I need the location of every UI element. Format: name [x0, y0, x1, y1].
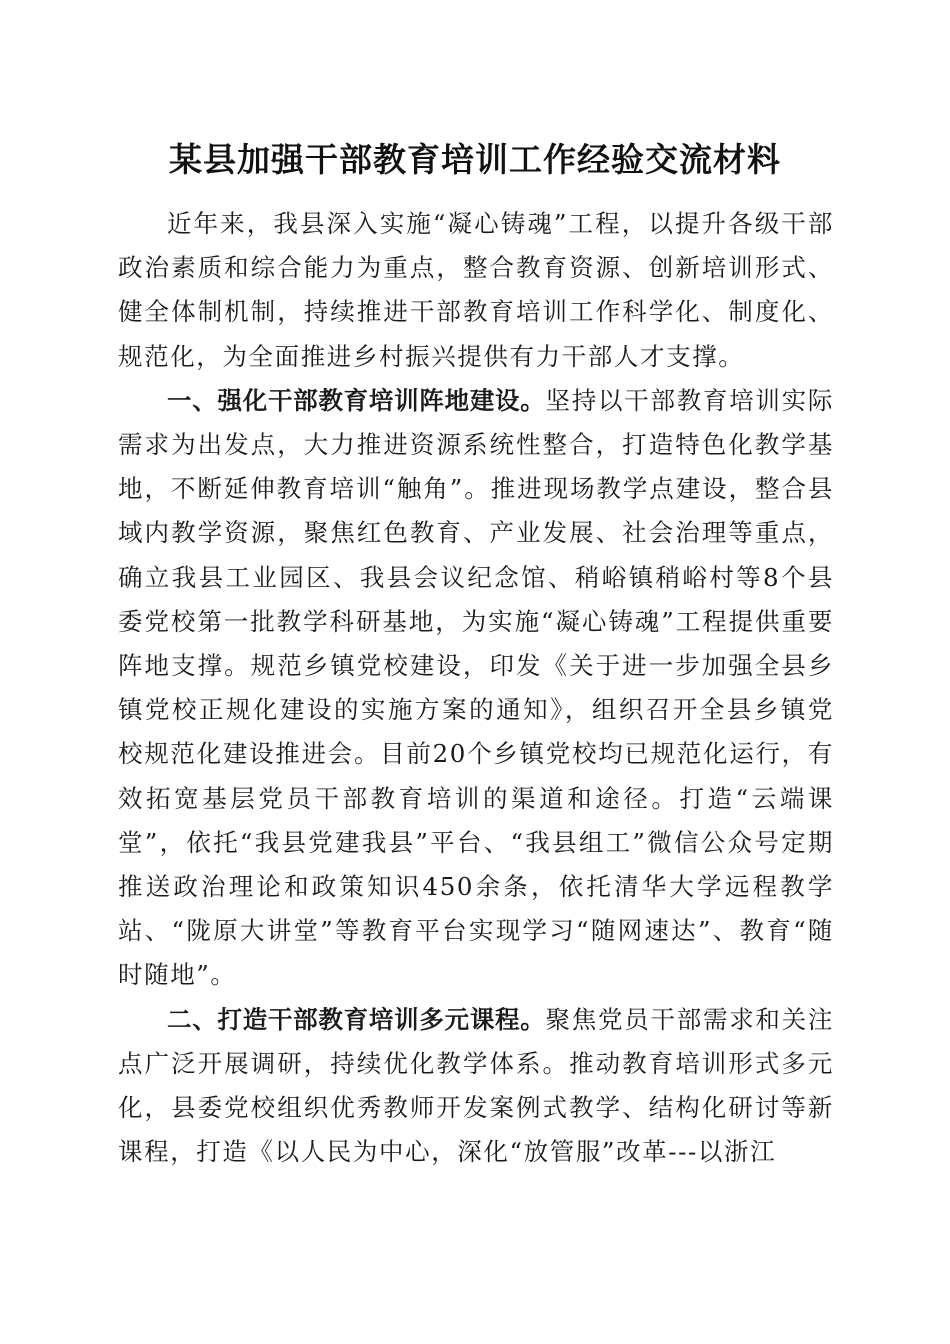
- section-heading-2: 二、打造干部教育培训多元课程。: [167, 1004, 546, 1034]
- section-paragraph-2: [118, 998, 834, 1175]
- document-title: 某县加强干部教育培训工作经验交流材料: [169, 140, 781, 179]
- section-paragraph-1: [118, 379, 834, 998]
- section-text-1: 坚持以干部教育培训实际需求为出发点，大力推进资源系统性整合，打造特色化教学基地，不断延伸教育培训“触角”。推进现场教学点建设，整合县域内教学资源，聚焦红色教育、产业发展、社会治理等重点，确立我县工业园区、我县会议纪念馆、稍峪镇稍峪村等8个县委党校第一批教学科研基地，为实施“凝心铸魂”工程提供重要阵地支撑。规范乡镇党校建设，印发《关于进一步加强全县乡镇党校正规化建设的实施方案的通知》，组织召开全县乡镇党校规范化建设推进会。目前20个乡镇党校均已规范化运行，有效拓宽基层党员干部教育培训的渠道和途径。打造“云端课堂”，依托“我县党建我县”平台、“我县组工”微信公众号定期推送政治理论和政策知识450余条，依托清华大学远程教学站、“陇原大讲堂”等教育平台实现学习“随网速达”、教育“随时随地”。: [118, 385, 835, 990]
- section-heading-1: 一、强化干部教育培训阵地建设。: [167, 385, 546, 415]
- document-body: [118, 202, 834, 1174]
- intro-paragraph: 近年来，我县深入实施“凝心铸魂”工程，以提升各级干部政治素质和综合能力为重点，整合教育资源、创新培训形式、健全体制机制，持续推进干部教育培训工作科学化、制度化、规范化，为全面推进乡村振兴提供有力干部人才支撑。: [118, 209, 834, 371]
- section-text-2: 聚焦党员干部需求和关注点广泛开展调研，持续优化教学体系。推动教育培训形式多元化，县委党校组织优秀教师开发案例式教学、结构化研讨等新课程，打造《以人民为中心，深化“放管服”改革---以浙江: [118, 1004, 835, 1167]
